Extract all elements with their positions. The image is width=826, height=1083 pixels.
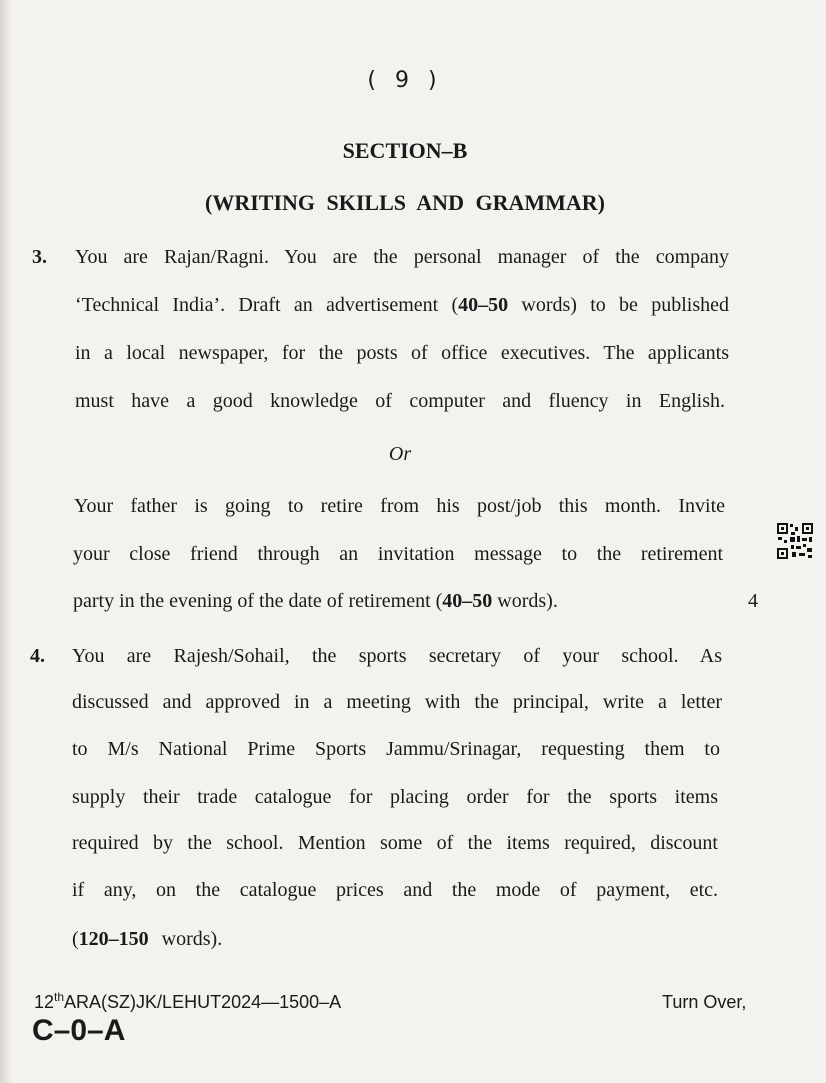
question-4-number: 4. (30, 645, 45, 667)
q4-word-limit: 120–150 (78, 928, 149, 950)
q3-line-2a: ‘Technical India’. Draft an advertisement ( (75, 294, 459, 316)
q4-line-7b: words). (148, 928, 223, 950)
q3-line-2 (75, 294, 729, 317)
page-number: ( 9 ) (367, 68, 443, 93)
q3-alt-line-3a: party in the evening of the date of retirement ( (73, 590, 443, 612)
q3-alt-line-3b: words). (492, 590, 558, 612)
paper-code-prefix: 12 (34, 992, 55, 1012)
q4-open-paren: ( (72, 928, 79, 950)
q4-line-6: if any, on the catalogue prices and the mode of payment, etc. (72, 879, 718, 901)
q3-alt-line-3 (73, 590, 558, 613)
q4-line-2: discussed and approved in a meeting with the principal, write a letter (72, 691, 722, 713)
q4-line-3: to M/s National Prime Sports Jammu/Srinagar, requesting them to (72, 738, 720, 760)
q3-alt-line-2: your close friend through an invitation message to the retirement (73, 543, 723, 565)
q3-line-2b: words) to be published (508, 294, 729, 316)
qr-code-icon (776, 522, 814, 560)
q3-line-4: must have a good knowledge of computer and fluency in English. (75, 390, 725, 412)
or-separator: Or (388, 443, 412, 465)
section-title: SECTION–B (342, 138, 468, 163)
q3-word-limit: 40–50 (458, 294, 509, 316)
q4-line-5: required by the school. Mention some of the items required, discount (72, 832, 718, 854)
question-3-number: 3. (32, 246, 47, 268)
q3-line-3: in a local newspaper, for the posts of office executives. The applicants (75, 342, 729, 364)
q4-line-4: supply their trade catalogue for placing order for the sports items (72, 786, 718, 808)
q3-alt-line-1: Your father is going to retire from his post/job this month. Invite (74, 495, 725, 517)
section-subtitle: (WRITING SKILLS AND GRAMMAR) (205, 190, 605, 215)
q4-line-1: You are Rajesh/Sohail, the sports secretary of your school. As (72, 645, 722, 667)
paper-code (34, 990, 341, 1013)
turn-over-label: Turn Over, (662, 992, 747, 1012)
q3-alt-word-limit: 40–50 (442, 590, 493, 612)
q4-line-7 (72, 928, 222, 951)
paper-code-sup: th (54, 990, 65, 1004)
set-code: C–0–A (32, 1014, 126, 1047)
q3-line-1: You are Rajan/Ragni. You are the personal manager of the company (75, 246, 729, 268)
paper-code-rest: ARA(SZ)JK/LEHUT2024—1500–A (64, 992, 342, 1012)
q3-marks: 4 (748, 590, 758, 612)
